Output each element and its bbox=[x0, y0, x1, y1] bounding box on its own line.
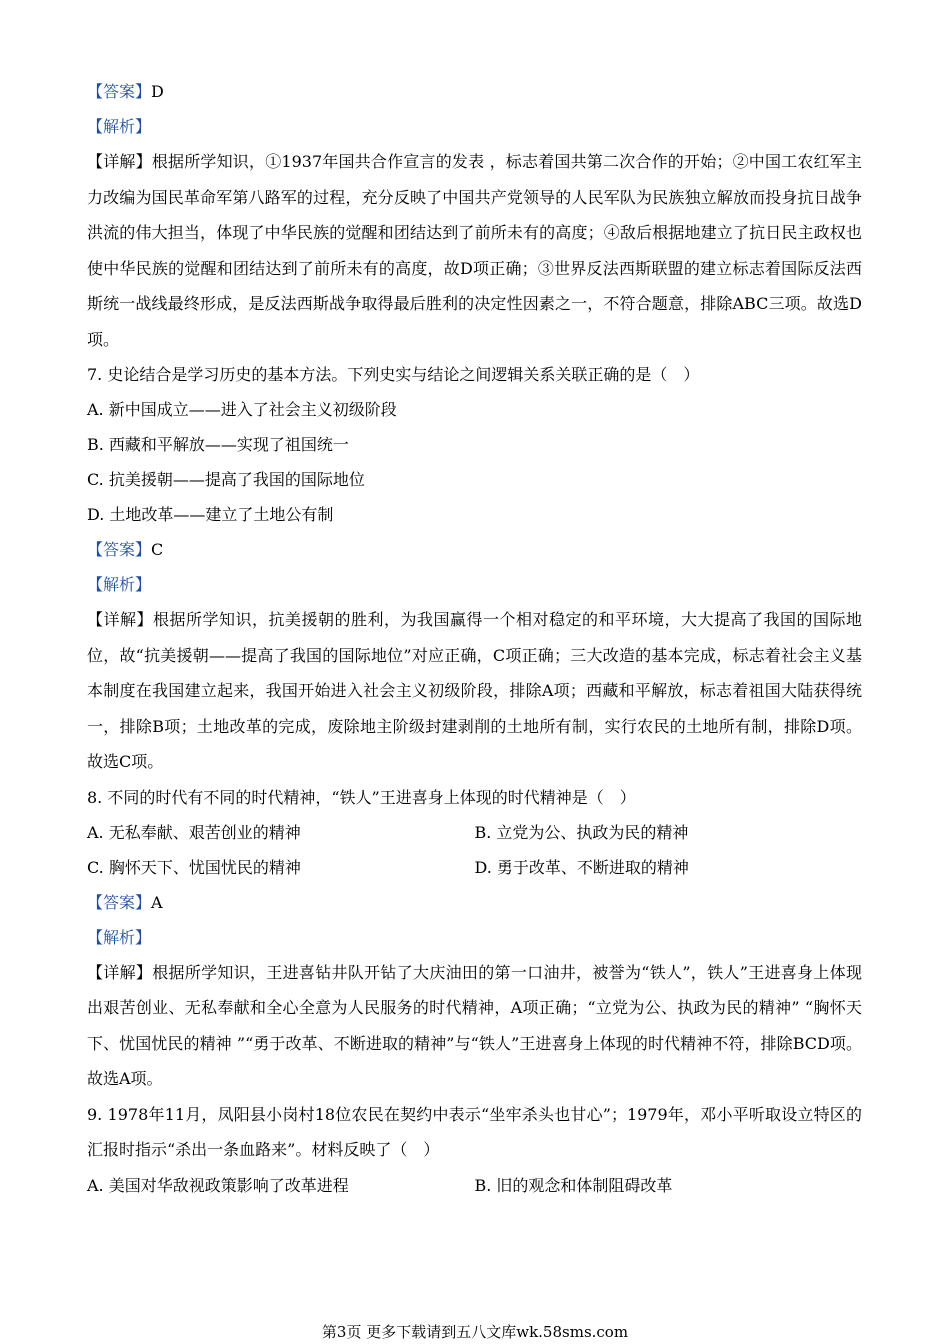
detail-paragraph bbox=[87, 144, 862, 357]
answer-line bbox=[87, 532, 862, 567]
options-row bbox=[87, 815, 862, 850]
detail-text: 根据所学知识，抗美援朝的胜利，为我国赢得一个相对稳定的和平环境，大大提高了我国的国际地位，故“抗美援朝——提高了我国的国际地位”对应正确，C项正确；三大改造的基本完成，标志着社会主义基本制度在我国建立起来，我国开始进入社会主义初级阶段，排除A项；西藏和平解放，标志着祖国大陆获得统一，排除B项；土地改革的完成，废除地主阶级封建剥削的土地所有制，实行农民的土地所有制，排除D项。故选C项。 bbox=[87, 610, 862, 771]
detail-text: 根据所学知识，王进喜钻井队开钻了大庆油田的第一口油井，被誉为“铁人”，铁人”王进喜身上体现出艰苦创业、无私奉献和全心全意为人民服务的时代精神，A项正确；“立党为公、执政为民的精神” “胸怀天下、忧国忧民的精神 ”“勇于改革、不断进取的精神”与“铁人”王进喜身上体现的时代精神不符，排除BCD项。故选A项。 bbox=[87, 962, 862, 1088]
option-9b: B. 旧的观念和体制阻碍改革 bbox=[474, 1175, 673, 1195]
options-row bbox=[87, 850, 862, 885]
detail-label: 【详解】 bbox=[87, 962, 153, 982]
question-9: 9. 1978年11月，凤阳县小岗村18位农民在契约中表示“坐牢杀头也甘心”；1979年，邓小平听取设立特区的汇报时指示“杀出一条血路来”。材料反映了（ ） bbox=[87, 1104, 862, 1159]
detail-label: 【详解】 bbox=[87, 152, 152, 171]
answer-value: A bbox=[151, 892, 163, 912]
option-7b: B. 西藏和平解放——实现了祖国统一 bbox=[87, 435, 349, 454]
detail-label: 【详解】 bbox=[87, 610, 153, 629]
analysis-label: 【解析】 bbox=[87, 927, 152, 947]
option-7d: D. 土地改革——建立了土地公有制 bbox=[87, 505, 334, 524]
answer-label: 【答案】 bbox=[87, 892, 152, 912]
analysis-label: 【解析】 bbox=[87, 575, 152, 594]
answer-label: 【答案】 bbox=[87, 82, 152, 101]
answer-line bbox=[87, 74, 862, 109]
detail-paragraph bbox=[87, 955, 862, 1097]
option-8b: B. 立党为公、执政为民的精神 bbox=[474, 822, 689, 842]
question-8: 8. 不同的时代有不同的时代精神，“铁人”王进喜身上体现的时代精神是（ ） bbox=[87, 787, 636, 807]
detail-paragraph bbox=[87, 602, 862, 780]
document-page bbox=[87, 74, 862, 1203]
answer-value: C bbox=[151, 540, 164, 559]
answer-value: D bbox=[151, 82, 164, 101]
options-row bbox=[87, 1168, 862, 1203]
page-footer: 第3页 更多下载请到五八文库wk.58sms.com bbox=[321, 1323, 629, 1341]
answer-label: 【答案】 bbox=[87, 540, 152, 559]
option-7a: A. 新中国成立——进入了社会主义初级阶段 bbox=[87, 400, 397, 419]
option-7c: C. 抗美援朝——提高了我国的国际地位 bbox=[87, 470, 365, 489]
option-9a: A. 美国对华敌视政策影响了改革进程 bbox=[87, 1175, 349, 1195]
option-8c: C. 胸怀天下、忧国忧民的精神 bbox=[87, 857, 301, 877]
option-8a: A. 无私奉献、艰苦创业的精神 bbox=[87, 822, 301, 842]
option-8d: D. 勇于改革、不断进取的精神 bbox=[474, 857, 689, 877]
question-7: 7. 史论结合是学习历史的基本方法。下列史实与结论之间逻辑关系关联正确的是（ ） bbox=[87, 365, 700, 384]
answer-line bbox=[87, 885, 862, 920]
analysis-label: 【解析】 bbox=[87, 117, 152, 136]
detail-text: 根据所学知识，①1937年国共合作宣言的发表 ，标志着国共第二次合作的开始；②中国工农红军主力改编为国民革命军第八路军的过程，充分反映了中国共产党领导的人民军队为民族独立解放而投身抗日战争洪流的伟大担当，体现了中华民族的觉醒和团结达到了前所未有的高度；④敌后根据地建立了抗日民主政权也使中华民族的觉醒和团结达到了前所未有的高度，故D项正确；③世界反法西斯联盟的建立标志着国际反法西斯统一战线最终形成，是反法西斯战争取得最后胜利的决定性因素之一，不符合题意，排除ABC三项。故选D项。 bbox=[87, 152, 862, 349]
